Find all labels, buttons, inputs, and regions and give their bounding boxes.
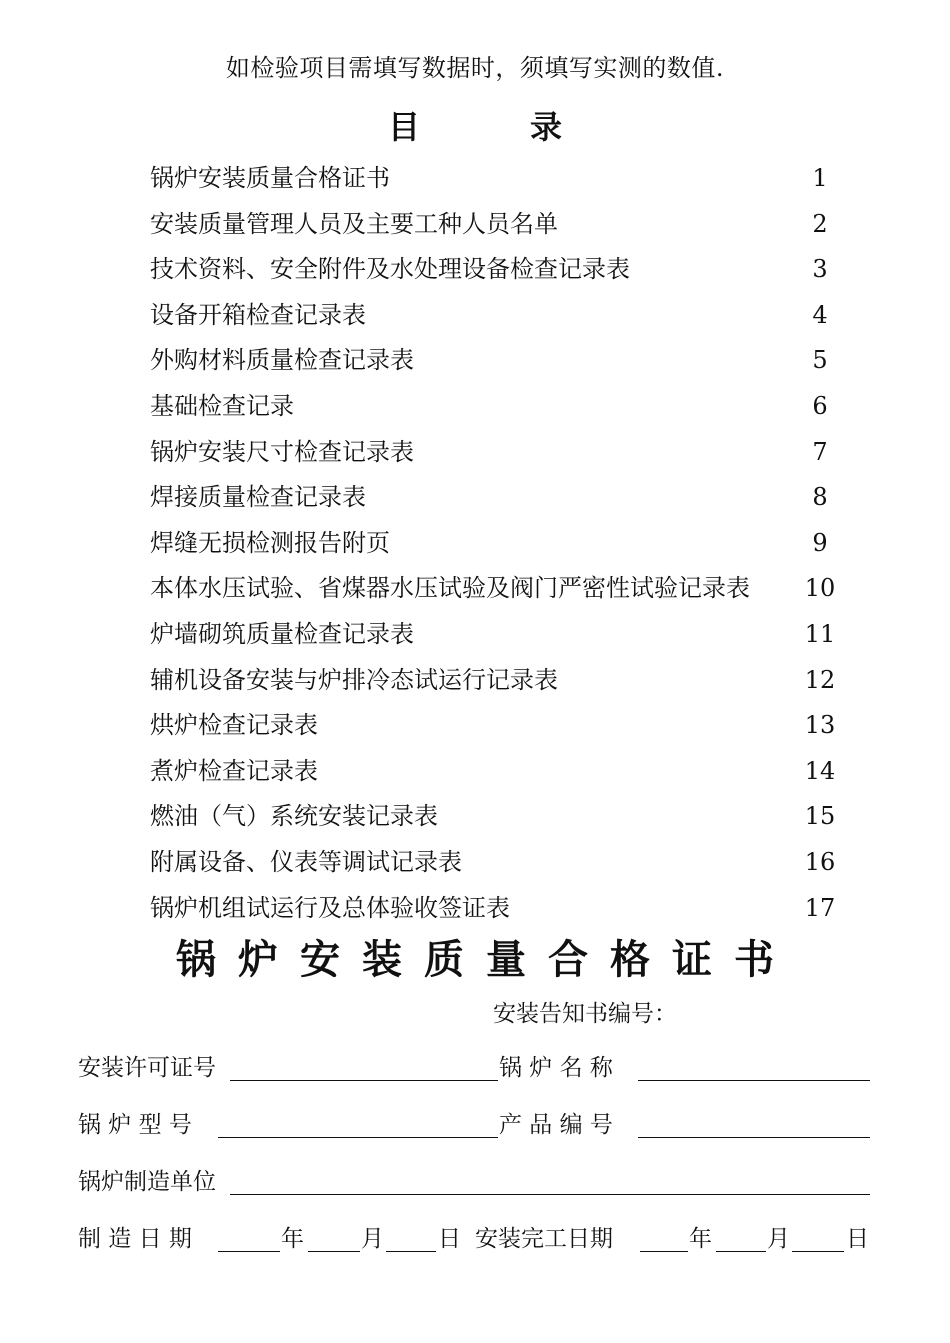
toc-item — [150, 293, 840, 339]
boiler-model-field[interactable] — [218, 1137, 498, 1138]
toc-item-page: 6 — [812, 391, 828, 420]
toc-item-page: 15 — [804, 802, 836, 831]
form-row-license-name — [78, 1050, 870, 1086]
mfg-month-label: 月 — [361, 1226, 384, 1252]
toc-item — [150, 156, 840, 202]
toc-item — [150, 475, 840, 521]
toc-item-page: 1 — [812, 164, 828, 192]
toc-item-page: 9 — [812, 528, 828, 557]
form-row-model-product — [78, 1107, 870, 1143]
boiler-name-field[interactable] — [638, 1080, 870, 1081]
toc-item — [150, 749, 840, 795]
manufacturer-field[interactable] — [230, 1194, 870, 1195]
mfg-month-field[interactable] — [308, 1251, 360, 1252]
install-license-field[interactable] — [230, 1080, 498, 1081]
manufacture-date-label: 制 造 日 期 — [78, 1226, 192, 1252]
toc-title-left: 目 — [387, 108, 420, 146]
toc-item-label: 基础检查记录 — [150, 391, 294, 420]
table-of-contents — [150, 156, 840, 931]
toc-item — [150, 202, 840, 248]
toc-item-label: 辅机设备安装与炉排冷态试运行记录表 — [150, 665, 558, 694]
boiler-name-label: 锅 炉 名 称 — [499, 1055, 613, 1081]
toc-item-page: 7 — [812, 437, 828, 466]
mfg-year-label: 年 — [281, 1226, 304, 1252]
toc-item-label: 烘炉检查记录表 — [150, 711, 318, 740]
toc-item-label: 燃油（气）系统安装记录表 — [150, 802, 438, 831]
install-day-field[interactable] — [792, 1251, 844, 1252]
toc-item-label: 附属设备、仪表等调试记录表 — [150, 847, 462, 876]
toc-item-page: 17 — [804, 893, 836, 922]
install-year-label: 年 — [689, 1226, 712, 1252]
toc-item — [150, 794, 840, 840]
toc-item-page: 16 — [804, 847, 836, 876]
install-complete-date-label: 安装完工日期 — [475, 1226, 613, 1252]
toc-item — [150, 247, 840, 293]
toc-item-label: 锅炉安装质量合格证书 — [150, 164, 390, 192]
toc-item-label: 锅炉机组试运行及总体验收签证表 — [150, 893, 510, 922]
manufacturer-label: 锅炉制造单位 — [78, 1169, 216, 1195]
toc-item-label: 煮炉检查记录表 — [150, 756, 318, 785]
toc-item — [150, 612, 840, 658]
toc-item-label: 焊接质量检查记录表 — [150, 483, 366, 512]
certificate-title: 锅炉安装质量合格证书 — [176, 937, 796, 983]
install-year-field[interactable] — [640, 1251, 688, 1252]
product-number-field[interactable] — [638, 1137, 870, 1138]
boiler-model-label: 锅 炉 型 号 — [78, 1112, 192, 1138]
form-row-manufacturer — [78, 1164, 870, 1200]
toc-item-label: 锅炉安装尺寸检查记录表 — [150, 437, 414, 466]
form-row-dates — [78, 1221, 870, 1257]
toc-item-page: 4 — [812, 300, 828, 329]
fill-instruction-notice: 如检验项目需填写数据时，须填写实测的数值. — [225, 54, 725, 82]
product-number-label: 产 品 编 号 — [499, 1112, 613, 1138]
install-month-label: 月 — [767, 1226, 790, 1252]
toc-title — [0, 102, 950, 148]
toc-item-page: 8 — [812, 483, 828, 512]
toc-item-label: 焊缝无损检测报告附页 — [150, 528, 390, 557]
toc-item-page: 2 — [812, 209, 828, 238]
toc-item-page: 11 — [804, 619, 836, 648]
toc-item — [150, 840, 840, 886]
toc-item-page: 5 — [812, 346, 828, 375]
mfg-year-field[interactable] — [218, 1251, 280, 1252]
mfg-day-label: 日 — [438, 1226, 461, 1252]
toc-item — [150, 566, 840, 612]
toc-item — [150, 703, 840, 749]
toc-item-label: 技术资料、安全附件及水处理设备检查记录表 — [150, 255, 630, 284]
toc-item-page: 13 — [804, 711, 836, 740]
toc-item — [150, 384, 840, 430]
mfg-day-field[interactable] — [386, 1251, 436, 1252]
install-license-label: 安装许可证号 — [78, 1055, 216, 1081]
toc-item-page: 10 — [804, 574, 836, 603]
toc-title-right: 录 — [530, 108, 563, 146]
toc-item-page: 3 — [812, 255, 828, 284]
toc-item — [150, 430, 840, 476]
toc-item-label: 安装质量管理人员及主要工种人员名单 — [150, 209, 558, 238]
toc-item-label: 外购材料质量检查记录表 — [150, 346, 414, 375]
toc-item-page: 12 — [804, 665, 836, 694]
toc-item-label: 炉墙砌筑质量检查记录表 — [150, 619, 414, 648]
toc-item-label: 设备开箱检查记录表 — [150, 300, 366, 329]
toc-item — [150, 658, 840, 704]
toc-item-page: 14 — [804, 756, 836, 785]
toc-item — [150, 338, 840, 384]
toc-item — [150, 886, 840, 932]
notify-number-label: 安装告知书编号： — [493, 1001, 677, 1027]
install-month-field[interactable] — [716, 1251, 766, 1252]
toc-item — [150, 521, 840, 567]
install-day-label: 日 — [846, 1226, 869, 1252]
toc-item-label: 本体水压试验、省煤器水压试验及阀门严密性试验记录表 — [150, 574, 750, 603]
